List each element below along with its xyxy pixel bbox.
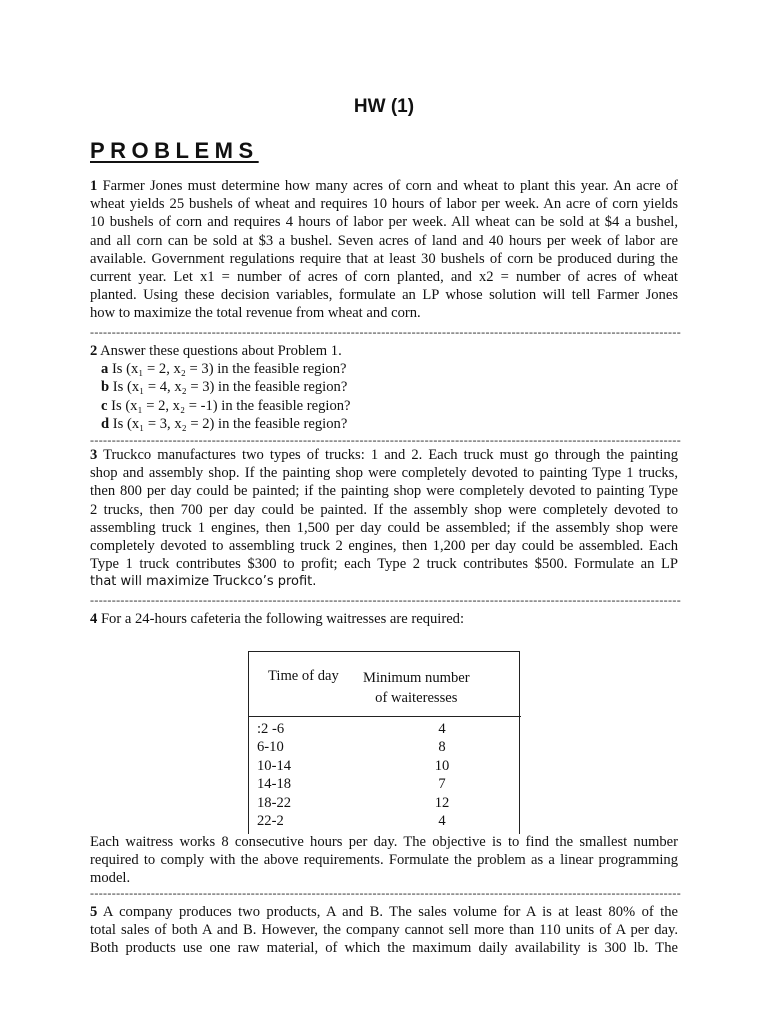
count-cell: 7 — [438, 776, 446, 793]
question-a: a Is (x₁ = 2, x₂ = 3) in the feasible region? — [101, 361, 347, 378]
problem-1: 1 Farmer Jones must determine how many acres of corn and wheat to plant this year. An acre of wheat yields 25 bushels of wheat and requires 10 hours of labor per week. An acre of corn yields 10 bushels of corn and requires 4 hours of labor per week. All wheat can be sold at $4 a bushel, and all corn can be sold at $3 a bushel. Seven acres of land and 40 hours per week of labor are available. Government regulations require that at least 30 bushels of corn be produced during the current year. Let x1 = number of acres of corn planted, and x2 = number of acres of wheat planted. Using these decision variables, formulate an LP whose solution will tell Farmer Jones how to maximize the total revenue from wheat and corn. — [90, 178, 678, 322]
time-cell: 6-10 — [257, 739, 284, 756]
table-header: Time of day Minimum number of waiteresses — [249, 652, 521, 717]
separator: ---------------------------------------------------------------------------------------------------------------------------------------- — [90, 325, 682, 339]
section-heading: PROBLEMS — [90, 138, 259, 163]
table-row — [249, 812, 519, 830]
document-title: HW (1) — [353, 96, 415, 117]
table-row — [249, 738, 519, 756]
question-d: d Is (x₁ = 3, x₂ = 2) in the feasible region? — [101, 415, 348, 432]
problem-4: 4 For a 24-hours cafeteria the following waitresses are required: — [90, 611, 465, 627]
table-row — [249, 757, 519, 775]
problem-3: 3 Truckco manufactures two types of trucks: 1 and 2. Each truck must go through the painting shop and assembly shop. If the painting shop were completely devoted to painting Type 1 trucks, then 800 per day could be painted; if the painting shop were completely devoted to painting Type 2 trucks, then 700 per day could be painted. If the assembly shop were completely devoted to assembling truck 1 engines, then 1,500 per day could be assembled; if the assembly shop were completely devoted to assembling truck 2 engines, then 1,200 per day could be assembled. Each Type 1 truck contributes $300 to profit; each Type 2 truck contributes $500. Formulate an LP that will maximize Truckco’s profit. — [90, 447, 678, 590]
waitress-table — [248, 651, 520, 834]
problem-4-description: Each waitress works 8 consecutive hours per day. The objective is to find the smallest number required to comply with the above requirements. Formulate the problem as a linear programming model. — [90, 834, 678, 887]
time-cell: 22-2 — [257, 813, 284, 830]
separator: ---------------------------------------------------------------------------------------------------------------------------------------- — [90, 886, 682, 900]
count-cell: 10 — [434, 757, 450, 774]
count-cell: 8 — [438, 739, 446, 756]
table-row — [249, 794, 519, 812]
problem-number: 1 — [90, 178, 98, 194]
time-cell: 14-18 — [257, 776, 292, 793]
count-cell: 12 — [434, 794, 450, 811]
problem-5: 5 A company produces two products, A and B. The sales volume for A is at least 80% of the total sales of both A and B. However, the company cannot sell more than 110 units of A per day. Both products use one raw material, of which the maximum daily availability is 300 lb. The — [90, 904, 678, 957]
separator: ---------------------------------------------------------------------------------------------------------------------------------------- — [90, 593, 682, 607]
problem-2: 2 Answer these questions about Problem 1. a Is (x₁ = 2, x₂ = 3) in the feasible region? b Is (x₁ = 4, x₂ = 3) in the feasible region? c Is (x₁ = 2, x₂ = -1) in the feasible region? d Is (x₁ = 3, x₂ = 2) in the feasible region? — [90, 342, 678, 433]
separator: ---------------------------------------------------------------------------------------------------------------------------------------- — [90, 433, 682, 447]
table-row — [249, 720, 519, 738]
count-cell: 4 — [438, 813, 446, 830]
count-cell: 4 — [438, 721, 446, 737]
question-c: c Is (x₁ = 2, x₂ = -1) in the feasible region? — [101, 397, 351, 414]
time-cell: :2 -6 — [257, 721, 285, 737]
time-cell: 10-14 — [257, 757, 292, 774]
time-cell: 18-22 — [257, 794, 292, 811]
question-b: b Is (x₁ = 4, x₂ = 3) in the feasible region? — [101, 379, 348, 396]
table-row — [249, 775, 519, 793]
